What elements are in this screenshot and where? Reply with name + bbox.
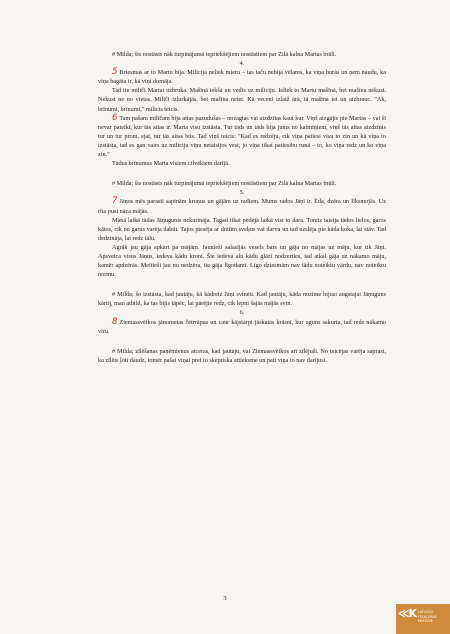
paragraph [98,86,386,113]
paragraph [98,114,386,159]
paragraph [98,243,386,279]
paragraph-text: Agrāk jau gāja apkārt pa mājām. Jaunieši salasījās vesels bars un gāja no mājas uz māju, kur tik Jāņi. Apsveica visus Jāņus, iedeva kādu kroni. Šie iedeva alu kādu glāzi nodzerties, tad atkal gāja uz nākamo māju, kamēr apdzērās. Meitieši jau nu nedzēra, tie gāja līgodami. Līgo dziesmām nav tādu noteiktu vārdu, nav noteiktu normu. [98,243,386,279]
handwritten-number-mark: 7 [112,196,118,207]
section-number: 5. [239,189,245,197]
archive-logo [396,604,450,634]
paragraph [98,197,386,215]
handwritten-number-mark: 8 [112,316,118,327]
logo-mark-icon: ≪K [398,607,417,620]
logo-line: FOLKLORAS [418,614,437,619]
paragraph [98,216,386,243]
collector-note [98,50,386,59]
paragraph-text: Tad tie milīči Martai uzbruka. Mašīnā iekšā un vedīs uz miliciju. Ieliek to Martu mašīnā, bet mašīna nekust. Nekust ne no vietas. Milīči izļurkājās, bet mašīna neiet. Kā veceni izlaiž ārā, tā mašīna iet un aizbrauc. "Ak, brīnumi, brīnumi," milicis teicis. [98,87,386,113]
page-number: 3 [223,595,227,602]
paragraph-text: # Milda; šo izstāsta, kad jautāju, kā kādreiz Jāņi svinēti. Kad jautāju, kāda nozīme bijusi augstajai Jāņuguns kārtij, man atbild, ka tas bijis tāpēc, lai pārējie redz, cik lepni šajās mājās svin. [98,291,386,308]
paragraph [98,347,386,365]
section-gap [98,336,386,347]
handwritten-number-mark: 5 [112,67,118,78]
section-number: 6. [239,309,245,317]
logo-text [418,610,448,624]
paragraph-text: Briesmas ar to Martu bija. Milicija neliek mieru – tas taču nebija vēlams, ka viņa burās un ņem naudu, ka viņa bagāta ir, kā viņi domāja. [98,69,386,86]
paragraph [98,68,386,86]
paragraph-text: # Milda; zīlēšanas paņēmienus atceras, kad jautāju, vai Ziemassvētkos arī zīlējuši. No teicējas varēja saprast, ka zīlēts ļoti daudz, tomēr pašai viņai pret to skeptiska attieksme un pati viņa to nav darījusi. [98,347,386,364]
paragraph-text: Manā laikā tādas Jāņugunis nekurināja. Tagad tikai pēdējā laikā visi to dara. Toreiz taisīja tādos lielos, garos kātos, cik nu garus varēja dabūt. Tajos piesēja ar drātīm sveķus vai darvu un tad uzslēja pie kāda koka, lai stāv. Tad dedzināja, lai redz tālu. [98,216,386,242]
logo-line: KRĀTUVE [418,619,433,623]
paragraph [98,159,386,168]
document-body [98,50,386,365]
paragraph-text: Tādus brīnumus Marta visiem cilvēkiem darījā. [112,160,230,168]
paragraph-text: Tam pašam milīčam bija aitas pazudušas – nozagtas vai aizdzītas kaut kur. Viņš aizgājis pie Martas – vai šī nevar pateikt, kur tās aitas ir. Marta visu izstāsta. Tur tāds un tāds bija jums no kaimiņiem, viņš tās aitas aizdzinis tur un tur prom, ejat, tur tās aitas būs. Tad viņš teicis: "Kad es redzēju, cik viņa patiesi visu to zin un kā viņa to izstāsta, tad es gan vairs uz miliciju viņu netaisījos vest, jo viņa tikai patiesību runā – to, ko viņa redz un ko viņa zin." [98,114,386,159]
section-gap [98,168,386,179]
note-text: # Milda; šis nostāsts nāk turpinājumā iepriekšējiem nostāstiem par Zilā kalna Martas brāli. [112,180,337,188]
handwritten-number-mark: 6 [112,112,118,123]
section-number: 4. [239,60,245,68]
paragraph [98,290,386,308]
paragraph-text: Jāņos mēs parasti sapinām kroņus un gājām uz radiem. Mums rados Jāņi ir. Ēda, dzēra un Ilksmojās. Uz rīta pusi nāca mājās. [98,198,386,215]
paragraph [98,318,386,336]
logo-line: LATVIEŠU [418,610,434,614]
paragraph-text: Ziemassvētkos jānometas četrrāpus un caur kājstarpi jāskatās krāsnī, kur uguns sakurta, tad redz nākamo vīru. [98,318,386,335]
note-text: # Milda; šis nostāsts nāk turpinājumā iepriekšējiem nostāstiem par Zilā kalna Martas brāli. [112,51,337,58]
collector-note [98,179,386,188]
section-gap [98,279,386,290]
